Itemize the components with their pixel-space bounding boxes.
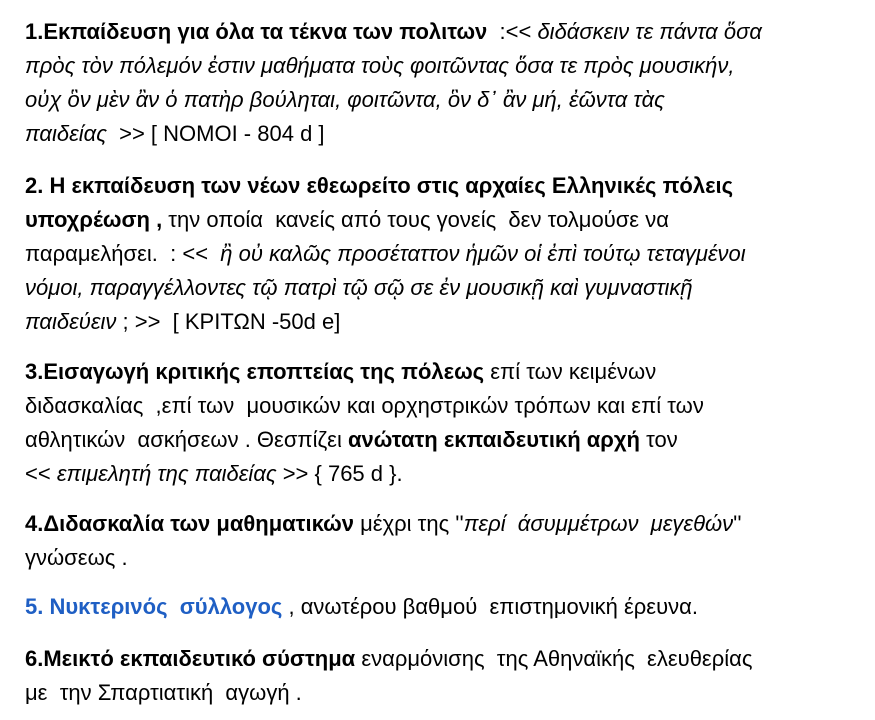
item-3-bold-authority: ανώτατη εκπαιδευτική αρχή (348, 427, 640, 452)
item-6-title: Μεικτό εκπαιδευτικό σύστημα (43, 646, 356, 671)
item-3-text-part-1: επί των κειμένων (484, 359, 657, 384)
item-3-number: 3. (25, 359, 44, 384)
item-1-quote-part-4: παιδείας (25, 121, 107, 146)
item-2-title-part-2: υποχρέωση , (25, 207, 163, 232)
item-4-quote: περί άσυμμέτρων μεγεθών (463, 511, 734, 536)
item-2-text-part-2: παραμελήσει. : << (25, 241, 221, 266)
item-1-quote-part-2: πρὸς τὸν πόλεμόν ἐστιν μαθήματα τοὺς φοιτῶντας ὅσα τε πρὸς μουσικήν, (25, 53, 735, 78)
item-3-title: Εισαγωγή κριτικής εποπτείας της πόλεως (43, 359, 485, 384)
item-5-text: , ανωτέρου βαθμού επιστημονική έρευνα. (282, 594, 698, 619)
item-2-number: 2. (25, 173, 44, 198)
item-2-quote-part-1: ἢ οὐ καλῶς προσέταττον ἡμῶν οἱ ἐπὶ τούτῳ τεταγμένοι (220, 241, 746, 266)
item-5-number: 5. (25, 594, 50, 619)
item-2-quote-part-3: παιδεύειν (25, 309, 117, 334)
item-3-line-4 (25, 458, 403, 490)
item-3-line-1 (25, 356, 656, 388)
item-2-line-1 (25, 170, 733, 202)
item-6-line-2 (25, 677, 302, 709)
item-4-text-part-3: γνώσεως . (25, 545, 128, 570)
item-1-reference: >> [ ΝΟΜΟΙ - 804 d ] (106, 121, 325, 146)
item-4-title: Διδασκαλία των μαθηματικών (43, 511, 354, 536)
item-5-line-1 (25, 591, 698, 623)
item-2-text-part-1: την οποία κανείς από τους γονείς δεν τολμούσε να (162, 207, 669, 232)
item-6-text-part-1: εναρμόνισης της Αθηναϊκής ελευθερίας (355, 646, 753, 671)
item-2-line-4 (25, 272, 693, 304)
item-5-title: Νυκτερινός σύλλογος (49, 594, 283, 619)
item-4-line-2 (25, 542, 128, 574)
item-3-text-part-5: << (25, 461, 57, 486)
item-3-text-part-6: >> { 765 d }. (276, 461, 403, 486)
item-1-line-1 (25, 16, 762, 48)
item-2-line-2 (25, 204, 669, 236)
item-1-separator: :<< (487, 19, 538, 44)
item-3-line-3 (25, 424, 678, 456)
item-2-quote-part-2: νόμοι, παραγγέλλοντες τῷ πατρὶ τῷ σῷ σε ἐν μουσικῇ καὶ γυμναστικῇ (25, 275, 693, 300)
item-3-text-part-4: τον (639, 427, 678, 452)
item-1-title: Εκπαίδευση για όλα τα τέκνα των πολιτων (43, 19, 488, 44)
item-3-text-part-2: διδασκαλίας ,επί των μουσικών και ορχηστρικών τρόπων και επί των (25, 393, 704, 418)
item-4-text-part-2: '' (733, 511, 742, 536)
item-2-reference: ; >> [ ΚΡΙΤΩΝ -50d e] (116, 309, 341, 334)
item-2-line-5 (25, 306, 340, 338)
item-1-line-2 (25, 50, 735, 82)
item-4-number: 4. (25, 511, 44, 536)
item-2-line-3 (25, 238, 746, 270)
item-2-title-part-1: Η εκπαίδευση των νέων εθεωρείτο στις αρχαίες Ελληνικές πόλεις (43, 173, 734, 198)
item-1-quote-part-3: οὐχ ὃν μὲν ἂν ὁ πατὴρ βούληται, φοιτῶντα, ὃν δ᾽ ἂν μή, ἐῶντα τὰς (25, 87, 665, 112)
item-1-line-4 (25, 118, 325, 150)
item-6-line-1 (25, 643, 752, 675)
item-4-line-1 (25, 508, 742, 540)
item-4-text-part-1: μέχρι της '' (353, 511, 464, 536)
item-6-number: 6. (25, 646, 44, 671)
item-1-number: 1. (25, 19, 44, 44)
item-1-quote-part-1: διδάσκειν τε πάντα ὅσα (537, 19, 762, 44)
item-3-line-2 (25, 390, 704, 422)
item-3-text-part-3: αθλητικών ασκήσεων . Θεσπίζει (25, 427, 348, 452)
item-3-quote: επιμελητή της παιδείας (56, 461, 277, 486)
item-6-text-part-2: με την Σπαρτιατική αγωγή . (25, 680, 302, 705)
item-1-line-3 (25, 84, 665, 116)
